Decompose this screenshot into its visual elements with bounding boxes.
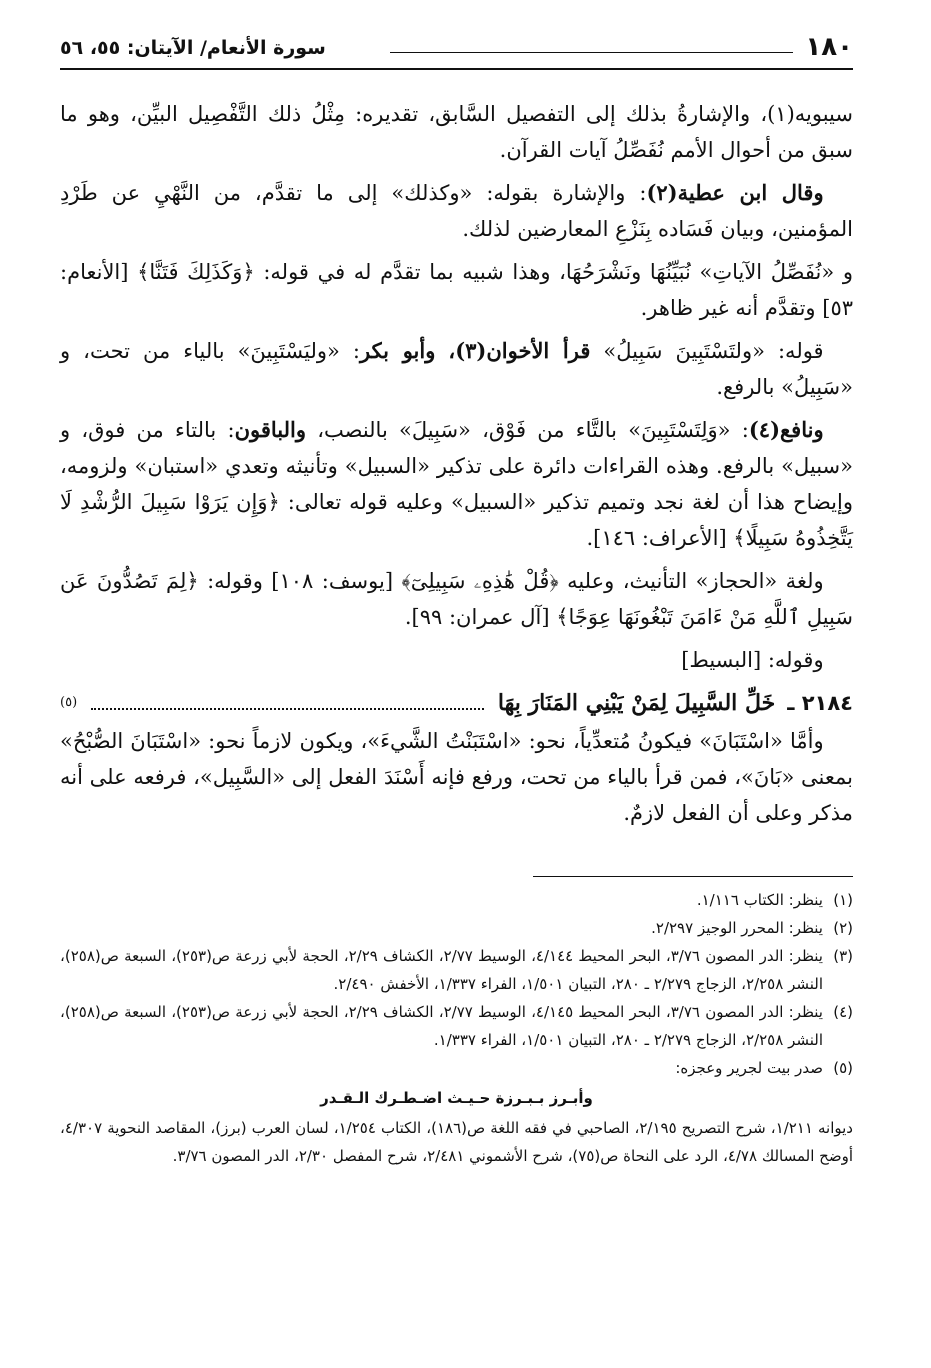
verse-footnote-ref: (٥) xyxy=(60,695,78,710)
footnote-text: ينظر: الدر المصون ٣/٧٦، البحر المحيط ٤/١٤٥، الوسيط ٢/٧٧، الكشاف ٢/٢٩، الحجة لأبي زرعة ص(٢٥٣)، السبعة ص(٢٥٨)، النشر ٢/٢٥٨، الزجاج ٢/٢٧٩ ـ ٢٨٠، التبيان ١/٥٠١، الفراء ١/٣٣٧. xyxy=(60,1003,823,1049)
paragraph-1: سيبويه(١)، والإشارةُ بذلك إلى التفصيل السَّابق، تقديره: مِثْلُ ذلك التَّفْصِيل البيِّن، وهو ما سبق من أحوال الأمم نُفَصِّلُ آيات القرآن. xyxy=(60,102,853,162)
footnote-3 xyxy=(60,942,853,998)
paragraph-5 xyxy=(60,412,853,556)
paragraph-4 xyxy=(60,333,853,405)
paragraph-4-c: : «وليَسْتَبِينَ» بالياء من تحت، و «سَبِيلُ» بالرفع. xyxy=(60,339,853,399)
header-rule xyxy=(60,68,853,70)
running-title: سورة الأنعام/ الآيتان: ٥٥، ٥٦ xyxy=(60,37,326,59)
paragraph-7: وقوله: [البسيط] xyxy=(681,648,824,672)
main-text xyxy=(60,96,853,838)
footnote-2 xyxy=(60,914,853,942)
paragraph-5-a: : «وَلِتَسْتَبِينَ» بالتَّاء من فَوْق، «سَبِيلَ» بالنصب، xyxy=(305,418,749,442)
footnotes xyxy=(60,886,853,1170)
header-rule-short xyxy=(390,52,793,53)
footnote-5 xyxy=(60,1054,853,1082)
paragraph-4-bold-1: قرأ الأخوان(٣)، xyxy=(448,338,591,363)
paragraph-2-lead: وقال ابن عطية(٢) xyxy=(646,180,824,205)
verse-dots xyxy=(91,707,484,710)
paragraph-5-b: : بالتاء من فوق، و «سبيل» بالرفع. وهذه القراءات دائرة على تذكير «السبيل» وتأنيثه وتعدي «استبان» ولزومه، وإيضاح هذا أن لغة نجد وتميم تذكير «السبيل» وعليه قوله تعالى: ﴿وَإِن يَرَوْا سَبِيلَ الرُّشْدِ لَا يَتَّخِذُوهُ سَبِيلًا﴾ [الأعراف: ١٤٦]. xyxy=(60,418,853,550)
footnote-number: (٣) xyxy=(833,947,853,965)
footnote-divider xyxy=(533,876,853,877)
paragraph-2 xyxy=(60,175,853,247)
footnote-5-sources: ديوانه ١/٢١١، شرح التصريح ٢/١٩٥، الصاحبي في فقه اللغة ص(١٨٦)، الكتاب ١/٢٥٤، لسان العرب (برز)، المقاصد النحوية ٤/٣٠٧، أوضح المسالك ٤/٧٨، الرد على النحاة ص(٧٥)، شرح الأشموني ٢/٤٨١، شرح المفصل ٢/٣٠، الدر المصون ٣/٧٦. xyxy=(60,1119,853,1165)
footnote-number: (٥) xyxy=(833,1059,853,1077)
footnote-number: (٤) xyxy=(833,1003,853,1021)
footnote-text: ينظر: المحرر الوجيز ٢/٢٩٧. xyxy=(651,919,823,937)
poetry-verse xyxy=(60,685,853,721)
verse-number: ٢١٨٤ ـ xyxy=(787,691,853,715)
paragraph-4-bold-2: وأبو بكر xyxy=(360,338,436,363)
paragraph-6: ولغة «الحجاز» التأنيث، وعليه ﴿قُلْ هَٰذِهِۦ سَبِيلِىٓ﴾ [يوسف: ١٠٨] وقوله: ﴿لِمَ تَصُدُّونَ عَن سَبِيلِ ٱللَّهِ مَنْ ءَامَنَ تَبْغُونَهَا عِوَجًا﴾ [آل عمران: ٩٩]. xyxy=(60,569,853,629)
footnote-text: ينظر: الكتاب ١/١١٦. xyxy=(696,891,823,909)
paragraph-8: وأمَّا «اسْتَبَانَ» فيكونُ مُتعدِّياً، نحو: «اسْتَبَنْتُ الشَّيءَ»، ويكون لازماً نحو: «اسْتَبَانَ الصُّبْحُ» بمعنى «بَانَ»، فمن قرأ بالياء من تحت، ورفع فإنه أَسْنَدَ الفعل إلى «السَّبِيل»، فرفعه على أنه مذكر وعلى أن الفعل لازمٌ. xyxy=(60,729,853,825)
footnote-number: (٢) xyxy=(833,919,853,937)
paragraph-3: و «نُفَصِّلُ الآياتِ» نُبَيِّنُهَا ونَشْرَحُهَا، وهذا شبيه بما تقدَّم له في قوله: ﴿وَكَذَلِكَ فَتَنَّا﴾ [الأنعام: ٥٣] وتقدَّم أنه غير ظاهر. xyxy=(60,260,853,320)
footnote-5-poem: وأبـرز بـبـرزة حـيـث اضـطـرك الـقـدر xyxy=(320,1089,593,1107)
paragraph-4-a: قوله: «ولتَسْتَبِينَ سَبِيلُ» xyxy=(590,339,824,363)
footnote-number: (١) xyxy=(833,891,853,909)
paragraph-4-b xyxy=(435,339,448,363)
footnote-4 xyxy=(60,998,853,1054)
page-number: ١٨٠ xyxy=(805,32,853,62)
page-header xyxy=(60,30,853,70)
verse-text: خَلِّ السَّبِيلَ لِمَنْ يَبْنِي المَنَارَ بِهَا xyxy=(497,690,776,716)
paragraph-2-text: : والإشارة بقوله: «وكذلك» إلى ما تقدَّم، من النَّهْيِ عن طَرْدِ المؤمنين، وبيان فَسَاده بِنَزْعِ المعارضين لذلك. xyxy=(60,181,853,241)
paragraph-5-bold-2: والباقون xyxy=(234,417,306,442)
footnote-1 xyxy=(60,886,853,914)
paragraph-5-bold-1: ونافع(٤) xyxy=(748,417,824,442)
footnote-text: ينظر: الدر المصون ٣/٧٦، البحر المحيط ٤/١٤٤، الوسيط ٢/٧٧، الكشاف ٢/٢٩، الحجة لأبي زرعة ص(٢٥٣)، السبعة ص(٢٥٨)، النشر ٢/٢٥٨، الزجاج ٢/٢٧٩ ـ ٢٨٠، التبيان ١/٥٠١، الفراء ١/٣٣٧، الأخفش ٢/٤٩٠. xyxy=(60,947,823,993)
footnote-text: صدر بيت لجرير وعجزه: xyxy=(675,1059,823,1077)
